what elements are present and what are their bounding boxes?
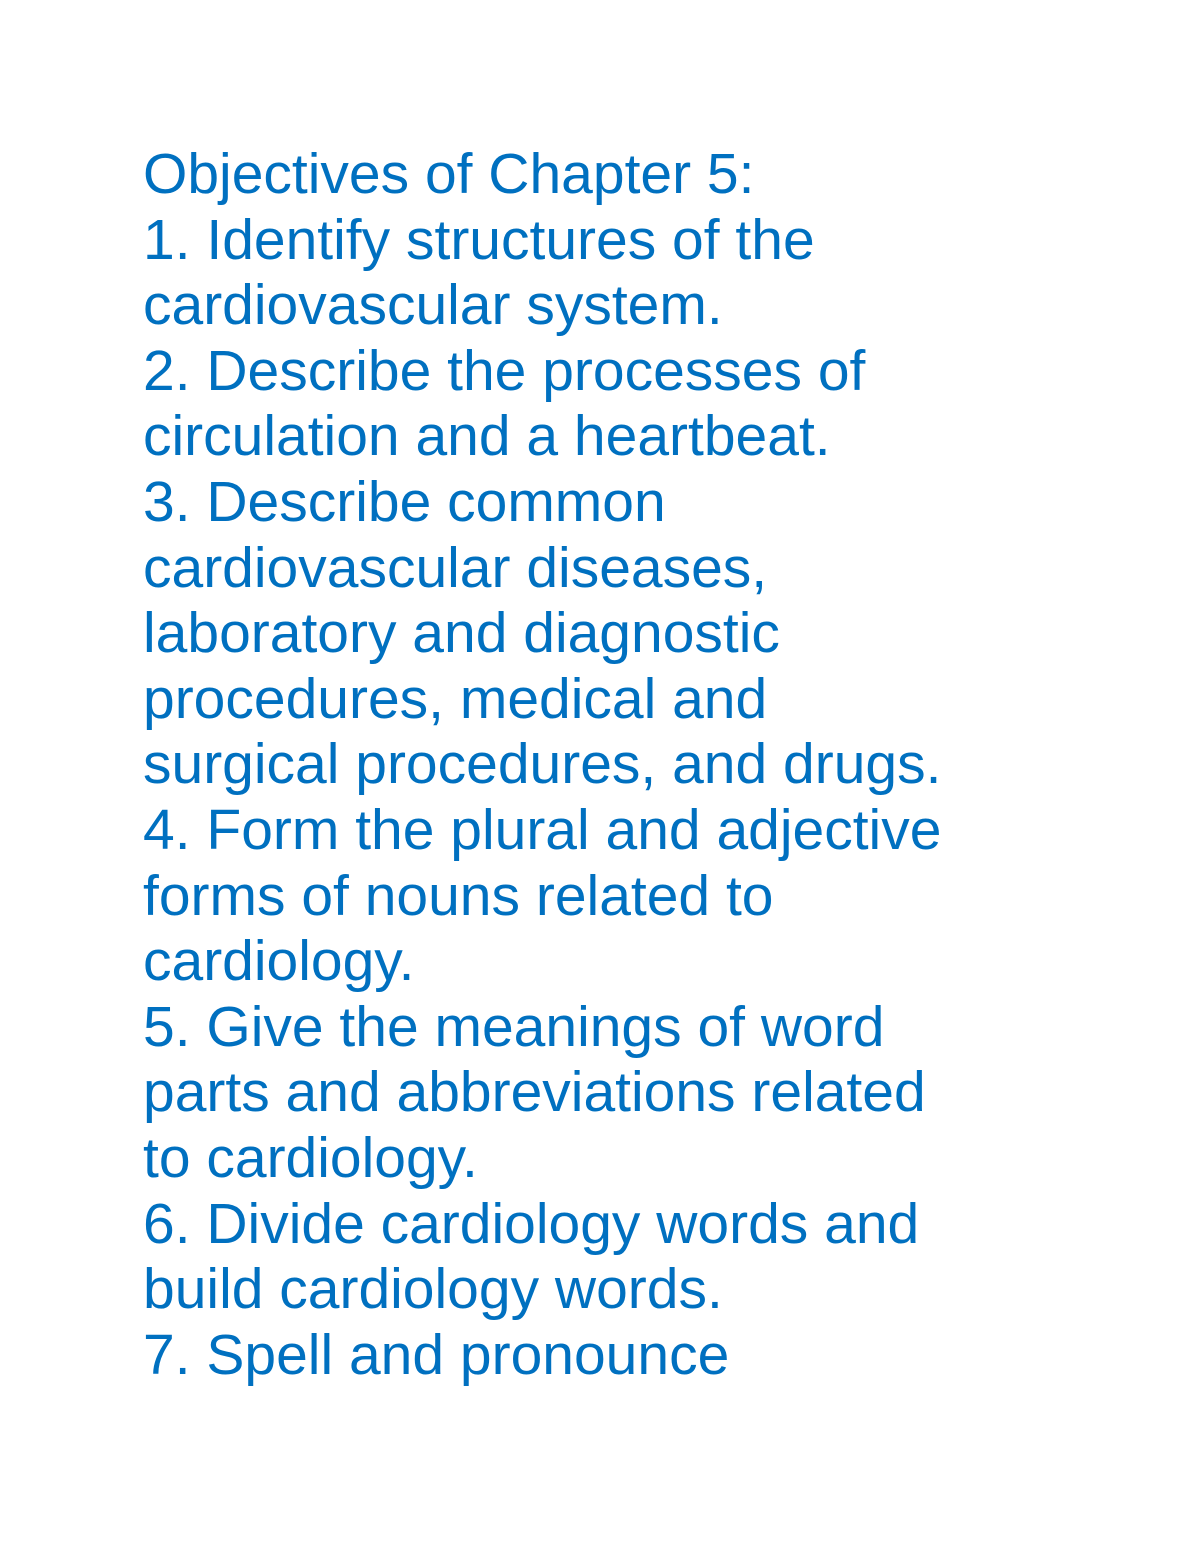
objective-line: 7. Spell and pronounce xyxy=(143,1322,730,1387)
chapter-heading: Objectives of Chapter 5: xyxy=(143,142,755,206)
objective-line: 4. Form the plural and adjective xyxy=(143,797,942,862)
objectives-text-block xyxy=(143,142,1153,1388)
objective-line: 6. Divide cardiology words and xyxy=(143,1191,920,1256)
objective-line: cardiovascular diseases, xyxy=(143,535,768,600)
objective-line: cardiology. xyxy=(143,929,415,994)
objective-line: procedures, medical and xyxy=(143,666,768,731)
objective-line: to cardiology. xyxy=(143,1125,478,1190)
objective-line: forms of nouns related to xyxy=(143,863,774,928)
objective-line: laboratory and diagnostic xyxy=(143,601,780,666)
objective-line: 5. Give the meanings of word xyxy=(143,994,885,1059)
objective-line: 3. Describe common xyxy=(143,469,666,534)
objective-line: parts and abbreviations related xyxy=(143,1060,926,1125)
objective-line: circulation and a heartbeat. xyxy=(143,404,831,469)
objective-line: surgical procedures, and drugs. xyxy=(143,732,942,797)
objective-line: 1. Identify structures of the xyxy=(143,207,815,272)
objective-line: cardiovascular system. xyxy=(143,273,723,338)
objective-line: build cardiology words. xyxy=(143,1257,723,1322)
objective-line: 2. Describe the processes of xyxy=(143,338,866,403)
